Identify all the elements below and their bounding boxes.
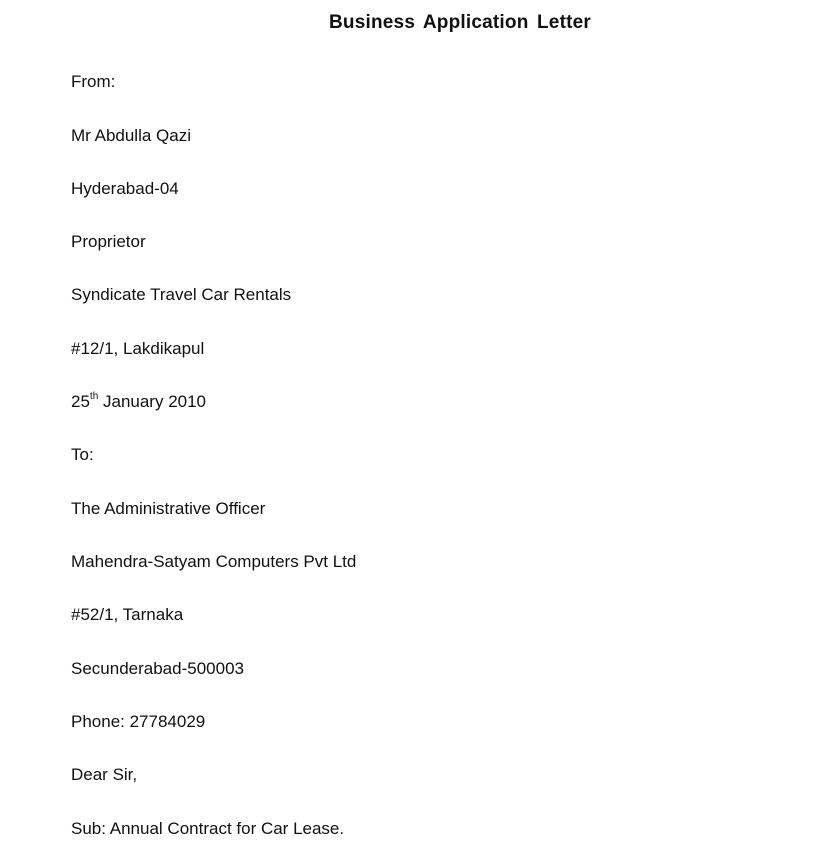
- from-label: From:: [71, 72, 116, 91]
- date-suffix: th: [89, 391, 99, 403]
- salutation: Dear Sir,: [71, 765, 138, 784]
- recipient-address: #52/1, Tarnaka: [71, 605, 184, 624]
- to-label: To:: [71, 445, 94, 464]
- sender-address: #12/1, Lakdikapul: [71, 339, 205, 358]
- subject-line: Sub: Annual Contract for Car Lease.: [71, 819, 345, 838]
- recipient-company: Mahendra-Satyam Computers Pvt Ltd: [71, 552, 357, 571]
- sender-role: Proprietor: [71, 232, 146, 251]
- sender-name: Mr Abdulla Qazi: [71, 126, 191, 145]
- sender-city: Hyderabad-04: [71, 179, 179, 198]
- date-rest: January 2010: [98, 392, 207, 411]
- date-day: 25: [71, 392, 90, 411]
- page-title: Business Application Letter: [329, 12, 591, 33]
- recipient-phone: Phone: 27784029: [71, 712, 206, 731]
- recipient-title: The Administrative Officer: [71, 499, 266, 518]
- recipient-city: Secunderabad-500003: [71, 659, 244, 678]
- sender-company: Syndicate Travel Car Rentals: [71, 285, 292, 304]
- letter-date: [71, 392, 206, 412]
